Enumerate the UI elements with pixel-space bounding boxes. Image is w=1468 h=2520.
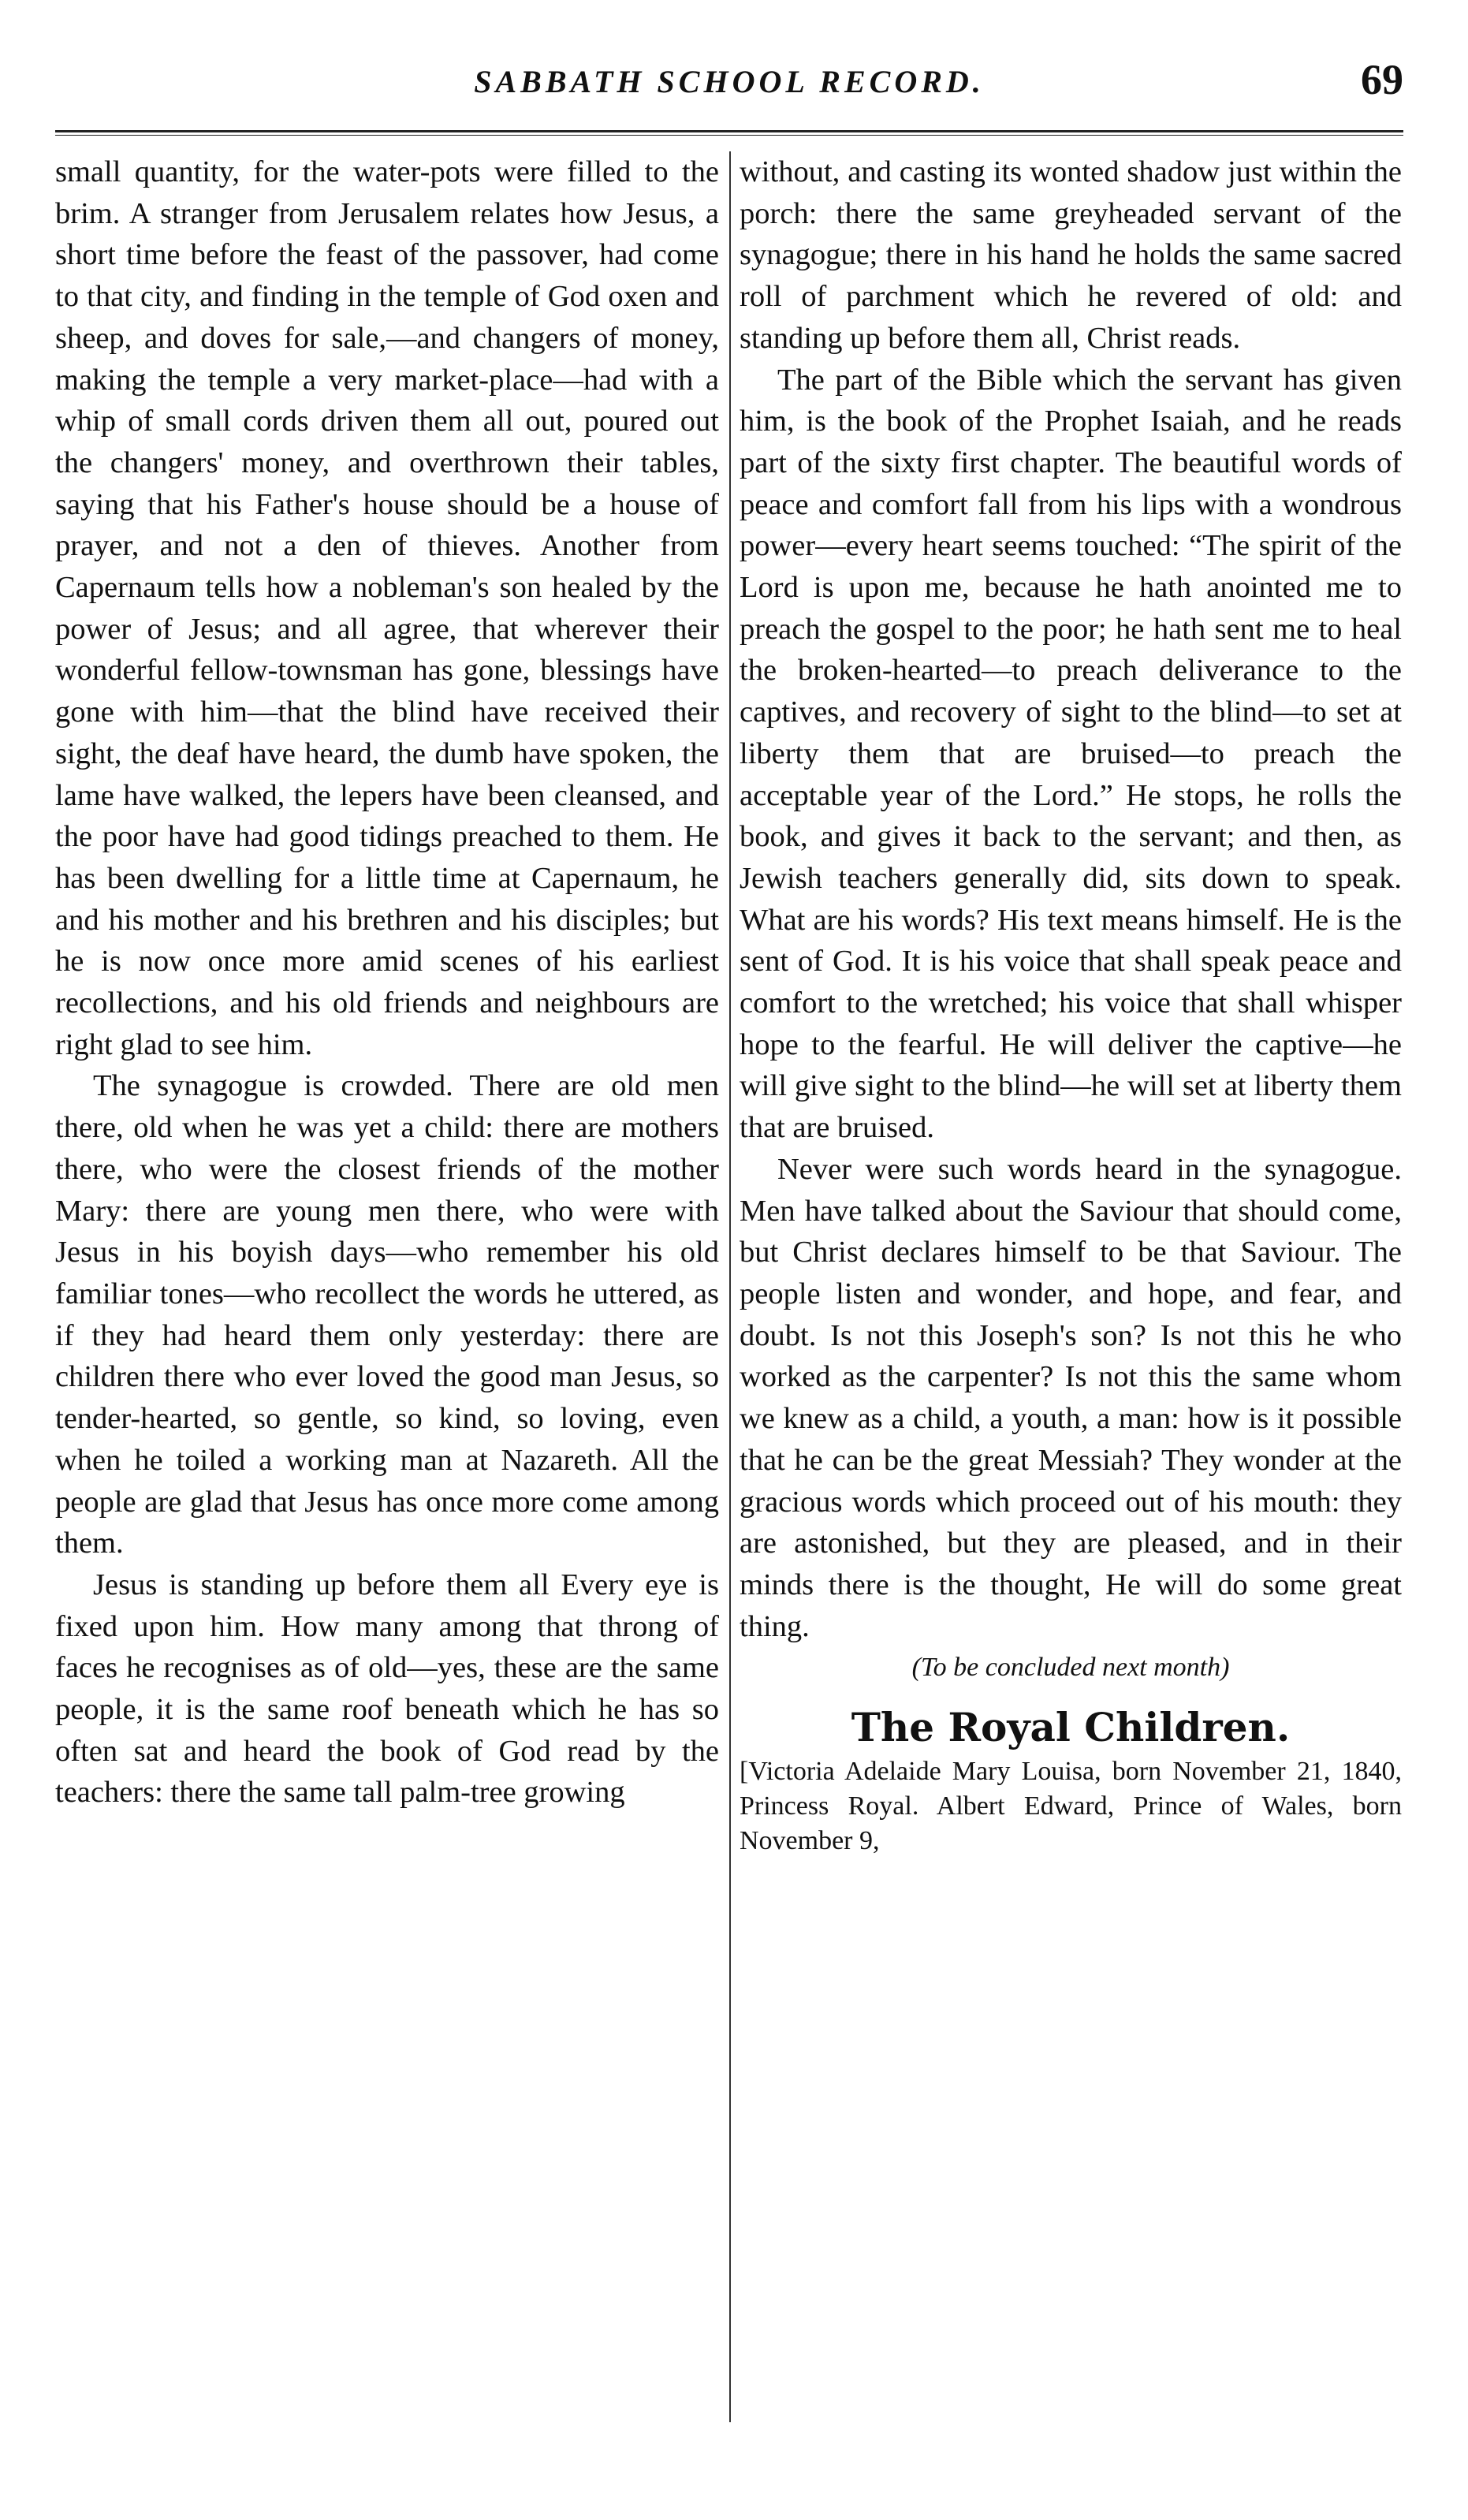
section-title: The Royal Children. [851, 1704, 1291, 1751]
section-intro: [Victoria Adelaide Mary Louisa, born November 21, 1840, Princess Royal. Albert Edward, Prince of Wales, born November 9, [740, 1757, 1402, 1856]
header-rule [55, 130, 1403, 136]
paragraph: The part of the Bible which the servant has given him, is the book of the Prophet Isaiah, and he reads part of the sixty first chapter. The beautiful words of peace and comfort fall from his lips with a wondrous power—every heart seems touched: “The spirit of the Lord is upon me, because he hath anointed me to preach the gospel to the poor; he hath sent me to heal the broken-hearted—to preach deliverance to the captives, and recovery of sight to the blind—to set at liberty them that are bruised—to preach the acceptable year of the Lord.” He stops, he rolls the book, and gives it back to the servant; and then, as Jewish teachers generally did, sits down to speak. What are his words? His text means himself. He is the sent of God. It is his voice that shall speak peace and comfort to the wretched; his voice that shall whisper hope to the fearful. He will deliver the captive—he will give sight to the blind—he will set at liberty them that are bruised. [740, 363, 1402, 1145]
page-header [55, 55, 1403, 142]
page-number: 69 [1361, 56, 1403, 103]
running-title: SABBATH SCHOOL RECORD. [474, 64, 985, 99]
continued-note: (To be concluded next month) [911, 1653, 1230, 1683]
right-column [740, 151, 1402, 1858]
paragraph: small quantity, for the water-pots were filled to the brim. A stranger from Jerusalem relates how Jesus, a short time before the feast of the passover, had come to that city, and finding in the temple of God oxen and sheep, and doves for sale,—and changers of money, making the temple a very market-place—had with a whip of small cords driven them all out, poured out the changers' money, and overthrown their tables, saying that his Father's house should be a house of prayer, and not a den of thieves. Another from Capernaum tells how a nobleman's son healed by the power of Jesus; and all agree, that wherever their wonderful fellow-townsman has gone, blessings have gone with him—that the blind have received their sight, the deaf have heard, the dumb have spoken, the lame have walked, the lepers have been cleansed, and the poor have had good tidings preached to them. He has been dwelling for a little time at Capernaum, he and his mother and his brethren and his disciples; but he is now once more amid scenes of his earliest recollections, and his old friends and neighbours are right glad to see him. [55, 155, 719, 1061]
paragraph: without, and casting its wonted shadow just within the porch: there the same greyheaded servant of the synagogue; there in his hand he holds the same sacred roll of parchment which he revered of old: and standing up before them all, Christ reads. [740, 155, 1402, 355]
left-column [55, 151, 719, 1814]
column-divider [729, 151, 731, 2422]
paragraph: The synagogue is crowded. There are old men there, old when he was yet a child: there are mothers there, who were the closest friends of the mother Mary: there are young men there, who were with Jesus in his boyish days—who remember his old familiar tones—who recollect the words he uttered, as if they had heard them only yesterday: there are children there who ever loved the good man Jesus, so tender-hearted, so gentle, so kind, so loving, even when he toiled a working man at Nazareth. All the people are glad that Jesus has once more come among them. [55, 1069, 719, 1560]
paragraph: Never were such words heard in the synagogue. Men have talked about the Saviour that should come, but Christ declares himself to be that Saviour. The people listen and wonder, and hope, and fear, and doubt. Is not this Joseph's son? Is not this he who worked as the carpenter? Is not this the same whom we knew as a child, a youth, a man: how is it possible that he can be the great Messiah? They wonder at the gracious words which proceed out of his mouth: they are astonished, but they are pleased, and in their minds there is the thought, He will do some great thing. [740, 1152, 1402, 1643]
paragraph: Jesus is standing up before them all Every eye is fixed upon him. How many among that throng of faces he recognises as of old—yes, these are the same people, it is the same roof beneath which he has so often sat and heard the book of God read by the teachers: there the same tall palm-tree growing [55, 1568, 719, 1810]
